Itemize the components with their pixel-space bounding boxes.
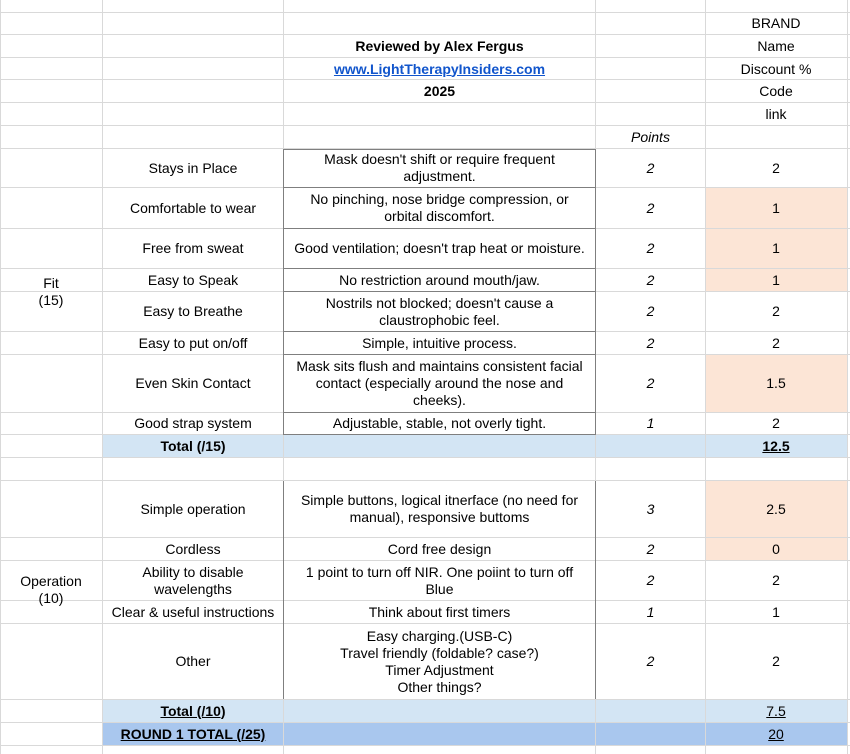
fit-criterion-desc: Mask doesn't shift or require frequent adjustment. xyxy=(324,151,555,184)
reviewer-credit: Reviewed by Alex Fergus xyxy=(355,37,524,54)
discount-label: Discount % xyxy=(740,60,812,77)
fit-criterion-name: Comfortable to wear xyxy=(129,199,257,216)
operation-criterion-score: 0 xyxy=(772,540,780,557)
fit-criterion-points: 2 xyxy=(646,271,655,288)
fit-criterion-name: Free from sweat xyxy=(142,240,244,256)
fit-criterion-desc: Simple, intuitive process. xyxy=(362,334,517,351)
fit-criterion-desc: Mask sits flush and maintains consistent facial contact (especially around the nose and cheeks). xyxy=(296,358,583,408)
fit-criterion-desc: No restriction around mouth/jaw. xyxy=(339,271,540,288)
operation-category: Operation (10) xyxy=(20,573,82,606)
fit-criterion-points: 2 xyxy=(646,334,655,351)
fit-criterion-score: 2 xyxy=(772,159,780,176)
points-header: Points xyxy=(631,128,670,145)
round-total-value: 20 xyxy=(768,725,784,742)
fit-category: Fit (15) xyxy=(38,274,64,308)
operation-criterion-score: 2.5 xyxy=(766,500,786,517)
operation-criterion-desc: 1 point to turn off NIR. One poiint to turn off Blue xyxy=(305,563,574,597)
year: 2025 xyxy=(423,82,456,99)
fit-total-label: Total (/15) xyxy=(160,437,226,454)
operation-criterion-name: Other xyxy=(175,653,211,669)
operation-total-value: 7.5 xyxy=(766,702,786,719)
link-label: link xyxy=(765,105,787,122)
operation-criterion-desc: Cord free design xyxy=(387,540,492,557)
operation-total-label: Total (/10) xyxy=(160,702,226,719)
brand-label: BRAND xyxy=(751,14,801,31)
fit-criterion-score: 1 xyxy=(772,240,780,256)
fit-criterion-score: 1 xyxy=(772,199,780,216)
operation-criterion-name: Cordless xyxy=(165,540,221,557)
fit-criterion-score: 1.5 xyxy=(766,375,786,391)
fit-criterion-points: 2 xyxy=(646,303,655,319)
operation-criterion-name: Ability to disable wavelengths xyxy=(142,563,244,597)
operation-criterion-desc: Easy charging.(USB-C) Travel friendly (foldable? case?) Timer Adjustment Other things? xyxy=(340,627,539,695)
operation-criterion-points: 2 xyxy=(646,572,655,588)
fit-criterion-desc: Good ventilation; doesn't trap heat or moisture. xyxy=(294,240,585,256)
fit-criterion-score: 2 xyxy=(772,303,780,319)
fit-criterion-name: Even Skin Contact xyxy=(135,375,251,391)
fit-criterion-name: Good strap system xyxy=(134,415,252,431)
fit-criterion-desc: No pinching, nose bridge compression, or orbital discomfort. xyxy=(310,191,569,224)
operation-criterion-score: 1 xyxy=(772,603,780,620)
name-label: Name xyxy=(757,37,795,54)
fit-criterion-points: 2 xyxy=(646,240,655,256)
operation-criterion-desc: Think about first timers xyxy=(368,603,511,620)
operation-criterion-points: 2 xyxy=(646,540,655,557)
code-label: Code xyxy=(759,82,793,99)
fit-criterion-name: Easy to Breathe xyxy=(143,303,243,319)
fit-criterion-points: 2 xyxy=(646,159,655,176)
fit-criterion-name: Easy to put on/off xyxy=(138,334,248,351)
fit-criterion-points: 1 xyxy=(646,415,655,431)
fit-criterion-points: 2 xyxy=(646,375,655,391)
fit-criterion-points: 2 xyxy=(646,199,655,216)
round-total-label: ROUND 1 TOTAL (/25) xyxy=(120,725,266,742)
operation-criterion-points: 2 xyxy=(646,653,655,669)
fit-criterion-name: Stays in Place xyxy=(148,159,238,176)
fit-criterion-score: 2 xyxy=(772,334,780,351)
fit-criterion-desc: Nostrils not blocked; doesn't cause a claustrophobic feel. xyxy=(325,294,554,328)
operation-criterion-score: 2 xyxy=(772,572,780,588)
fit-criterion-score: 1 xyxy=(772,271,780,288)
operation-criterion-desc: Simple buttons, logical itnerface (no need for manual), responsive buttoms xyxy=(300,492,579,525)
operation-criterion-score: 2 xyxy=(772,653,780,669)
operation-criterion-name: Simple operation xyxy=(140,500,246,517)
operation-criterion-points: 3 xyxy=(646,500,655,517)
fit-criterion-score: 2 xyxy=(772,415,780,431)
fit-criterion-desc: Adjustable, stable, not overly tight. xyxy=(332,415,547,431)
fit-criterion-name: Easy to Speak xyxy=(147,271,239,288)
website-link[interactable]: www.LightTherapyInsiders.com xyxy=(333,60,546,77)
operation-criterion-name: Clear & useful instructions xyxy=(111,603,275,620)
fit-total-value: 12.5 xyxy=(762,437,790,454)
operation-criterion-points: 1 xyxy=(646,603,655,620)
